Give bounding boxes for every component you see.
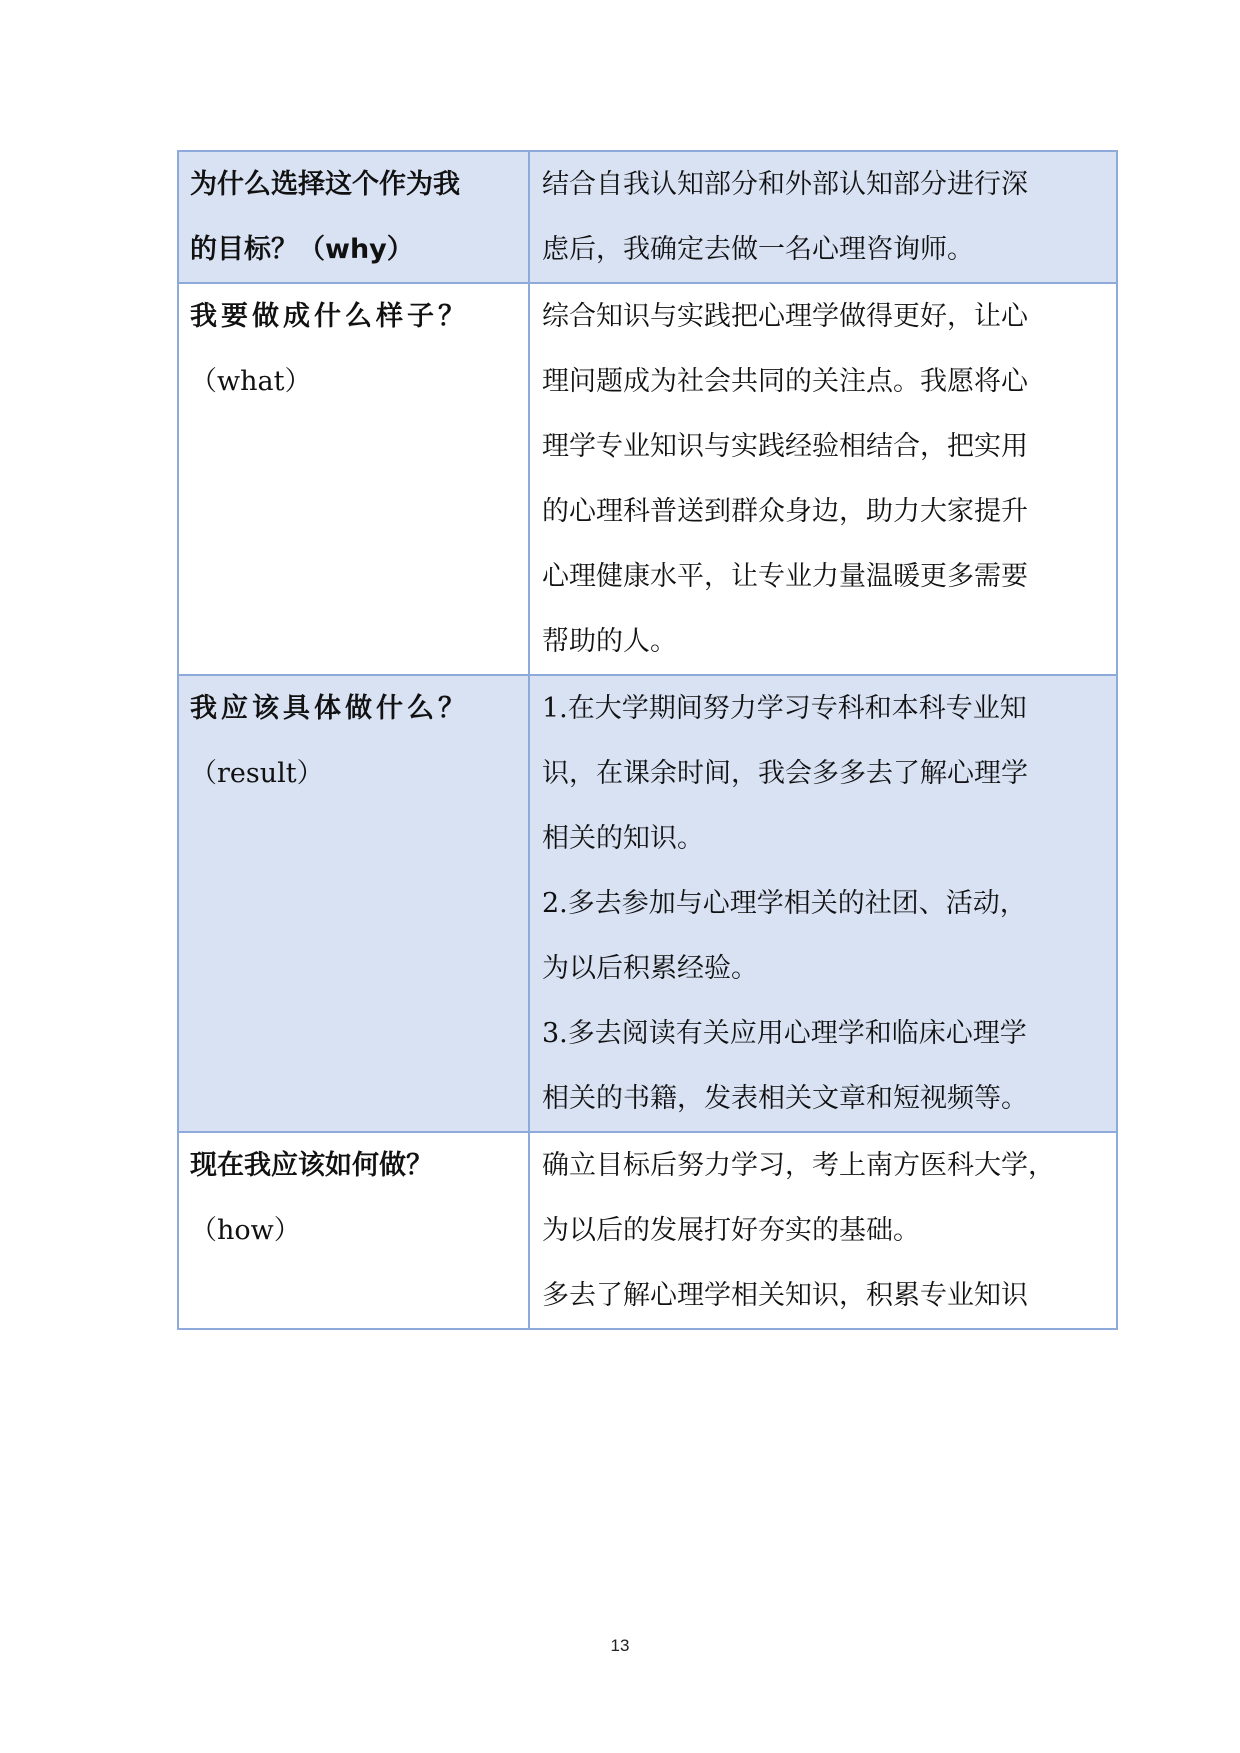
table-row-what <box>178 283 1117 675</box>
question-cell-why <box>178 151 529 283</box>
answer-line: 为以后积累经验。 <box>542 953 758 984</box>
question-tag: （result） <box>190 758 324 789</box>
answer-line: 理问题成为社会共同的关注点。我愿将心 <box>542 366 1028 397</box>
answer-line: 虑后，我确定去做一名心理咨询师。 <box>542 234 974 265</box>
question-line: 我要做成什么样子？ <box>190 301 469 332</box>
question-tag: （how） <box>190 1215 301 1246</box>
answer-line: 帮助的人。 <box>542 626 677 657</box>
answer-line: 多去了解心理学相关知识，积累专业知识 <box>542 1280 1028 1311</box>
table-row-result <box>178 675 1117 1132</box>
question-tag: （what） <box>190 366 312 397</box>
answer-line: 综合知识与实践把心理学做得更好，让心 <box>542 301 1028 332</box>
answer-line: 相关的知识。 <box>542 823 704 854</box>
answer-line: 3.多去阅读有关应用心理学和临床心理学 <box>542 1018 1027 1049</box>
question-line: 我应该具体做什么？ <box>190 693 469 724</box>
answer-line: 2.多去参加与心理学相关的社团、活动， <box>542 888 1027 919</box>
answer-line: 确立目标后努力学习，考上南方医科大学， <box>542 1150 1055 1181</box>
answer-cell-result <box>529 675 1117 1132</box>
answer-line: 结合自我认知部分和外部认知部分进行深 <box>542 169 1028 200</box>
question-cell-what <box>178 283 529 675</box>
answer-line: 的心理科普送到群众身边，助力大家提升 <box>542 496 1028 527</box>
answer-cell-how <box>529 1132 1117 1329</box>
table-row-why <box>178 151 1117 283</box>
question-line: 为什么选择这个作为我 <box>190 169 460 200</box>
question-line: 现在我应该如何做？ <box>190 1150 433 1181</box>
question-line: 的目标？（why） <box>190 234 414 265</box>
question-cell-result <box>178 675 529 1132</box>
table-row-how <box>178 1132 1117 1329</box>
page-number: 13 <box>610 1636 630 1655</box>
answer-line: 心理健康水平，让专业力量温暖更多需要 <box>542 561 1028 592</box>
question-cell-how <box>178 1132 529 1329</box>
answer-line: 识，在课余时间，我会多多去了解心理学 <box>542 758 1028 789</box>
goal-table <box>177 150 1118 1330</box>
answer-cell-why <box>529 151 1117 283</box>
answer-line: 为以后的发展打好夯实的基础。 <box>542 1215 920 1246</box>
answer-line: 理学专业知识与实践经验相结合，把实用 <box>542 431 1028 462</box>
answer-line: 相关的书籍，发表相关文章和短视频等。 <box>542 1083 1028 1114</box>
answer-line: 1.在大学期间努力学习专科和本科专业知 <box>542 693 1027 724</box>
answer-cell-what <box>529 283 1117 675</box>
